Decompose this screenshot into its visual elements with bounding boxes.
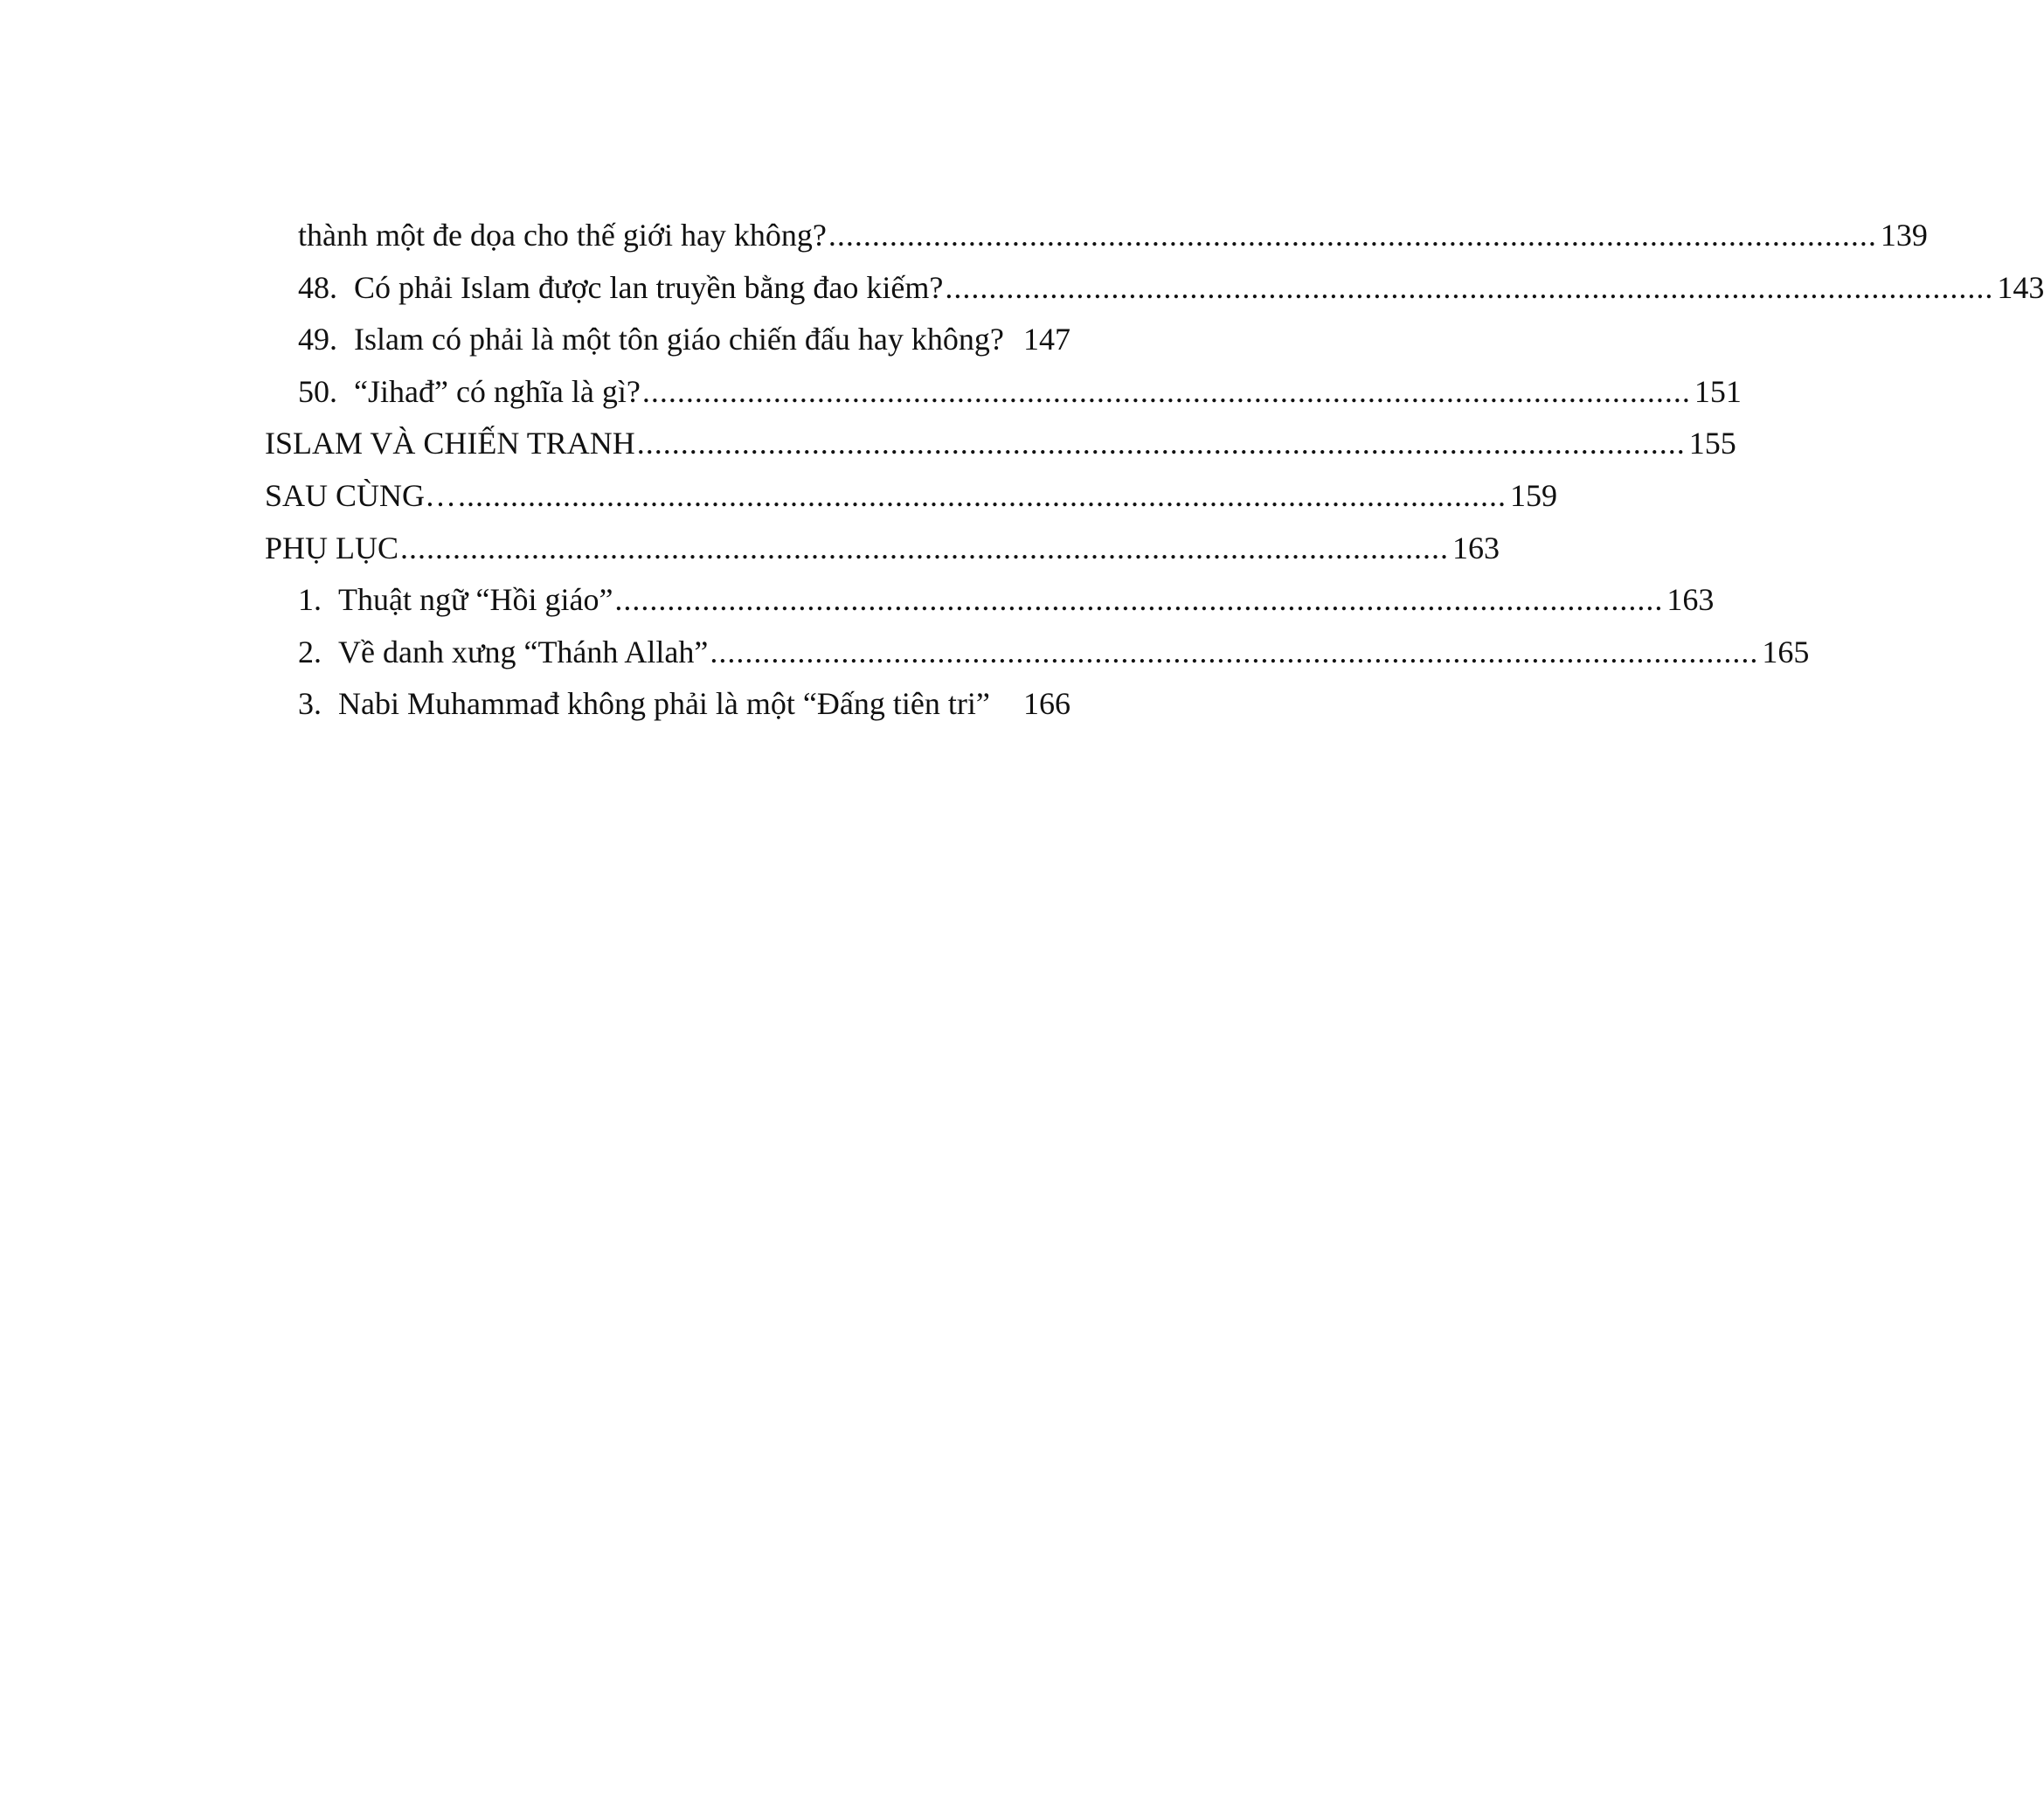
toc-page-number: 139: [1880, 218, 1928, 253]
toc-entry-number: 49.: [298, 322, 337, 357]
toc-entry[interactable]: [265, 210, 1928, 262]
toc-section-title: PHỤ LỤC: [265, 530, 399, 565]
toc-entry-title: thành một đe dọa cho thế giới hay không?: [298, 218, 827, 253]
toc-entry-title: Nabi Muhammađ không phải là một “Đấng tiên tri”: [338, 686, 990, 722]
toc-leader-dots: ........................................................................................................................: [828, 218, 1877, 253]
toc-leader-dots: ........................................................................................................................: [458, 477, 1507, 513]
toc-page-number: 151: [1694, 373, 1742, 409]
table-of-contents: [265, 210, 2044, 731]
toc-page-number: 147: [1023, 322, 1071, 357]
toc-page-number: 163: [1452, 530, 1500, 565]
toc-section-title: ISLAM VÀ CHIẾN TRANH: [265, 426, 635, 461]
toc-page-number: 155: [1688, 426, 1736, 461]
toc-leader-dots: ........................................................................................................................: [400, 530, 1450, 565]
toc-entry-number: 3.: [298, 686, 322, 722]
toc-section-title: SAU CÙNG…: [265, 477, 457, 513]
toc-entry-number: 50.: [298, 373, 337, 409]
toc-entry-title: Về danh xưng “Thánh Allah”: [338, 634, 709, 669]
toc-entry-title: Có phải Islam được lan truyền bằng đao kiếm?: [354, 269, 944, 305]
toc-entry-title: “Jihađ” có nghĩa là gì?: [354, 373, 641, 409]
toc-leader-dots: ........................................................................................................................: [710, 634, 1759, 669]
toc-section-entry[interactable]: [265, 523, 1500, 575]
toc-entry[interactable]: [265, 627, 1810, 679]
toc-leader-dots: ........................................................................................................................: [641, 373, 1691, 409]
toc-entry[interactable]: [265, 366, 1742, 419]
toc-entry-number: 48.: [298, 269, 337, 305]
toc-page-number: 163: [1666, 582, 1715, 618]
toc-entry[interactable]: [265, 574, 1715, 627]
toc-page-number: 159: [1510, 477, 1558, 513]
toc-entry-title: Islam có phải là một tôn giáo chiến đấu hay không?: [354, 322, 1004, 357]
toc-entry-title: Thuật ngữ “Hồi giáo”: [338, 582, 613, 618]
toc-entry-number: 2.: [298, 634, 322, 669]
toc-page-number: 143: [1997, 269, 2044, 305]
toc-leader-dots: ........................................................................................................................: [636, 426, 1686, 461]
toc-leader-dots: ........................................................................................................................: [945, 269, 1994, 305]
toc-page-number: 166: [1023, 686, 1071, 722]
toc-section-entry[interactable]: [265, 418, 1736, 470]
toc-page-number: 165: [1762, 634, 1810, 669]
toc-section-entry[interactable]: [265, 470, 1558, 523]
toc-entry[interactable]: [265, 262, 2044, 315]
toc-entry-number: 1.: [298, 582, 322, 618]
toc-leader-dots: ........................................................................................................................: [614, 582, 1664, 618]
toc-entry[interactable]: [265, 678, 1071, 731]
toc-entry[interactable]: [265, 314, 1071, 366]
